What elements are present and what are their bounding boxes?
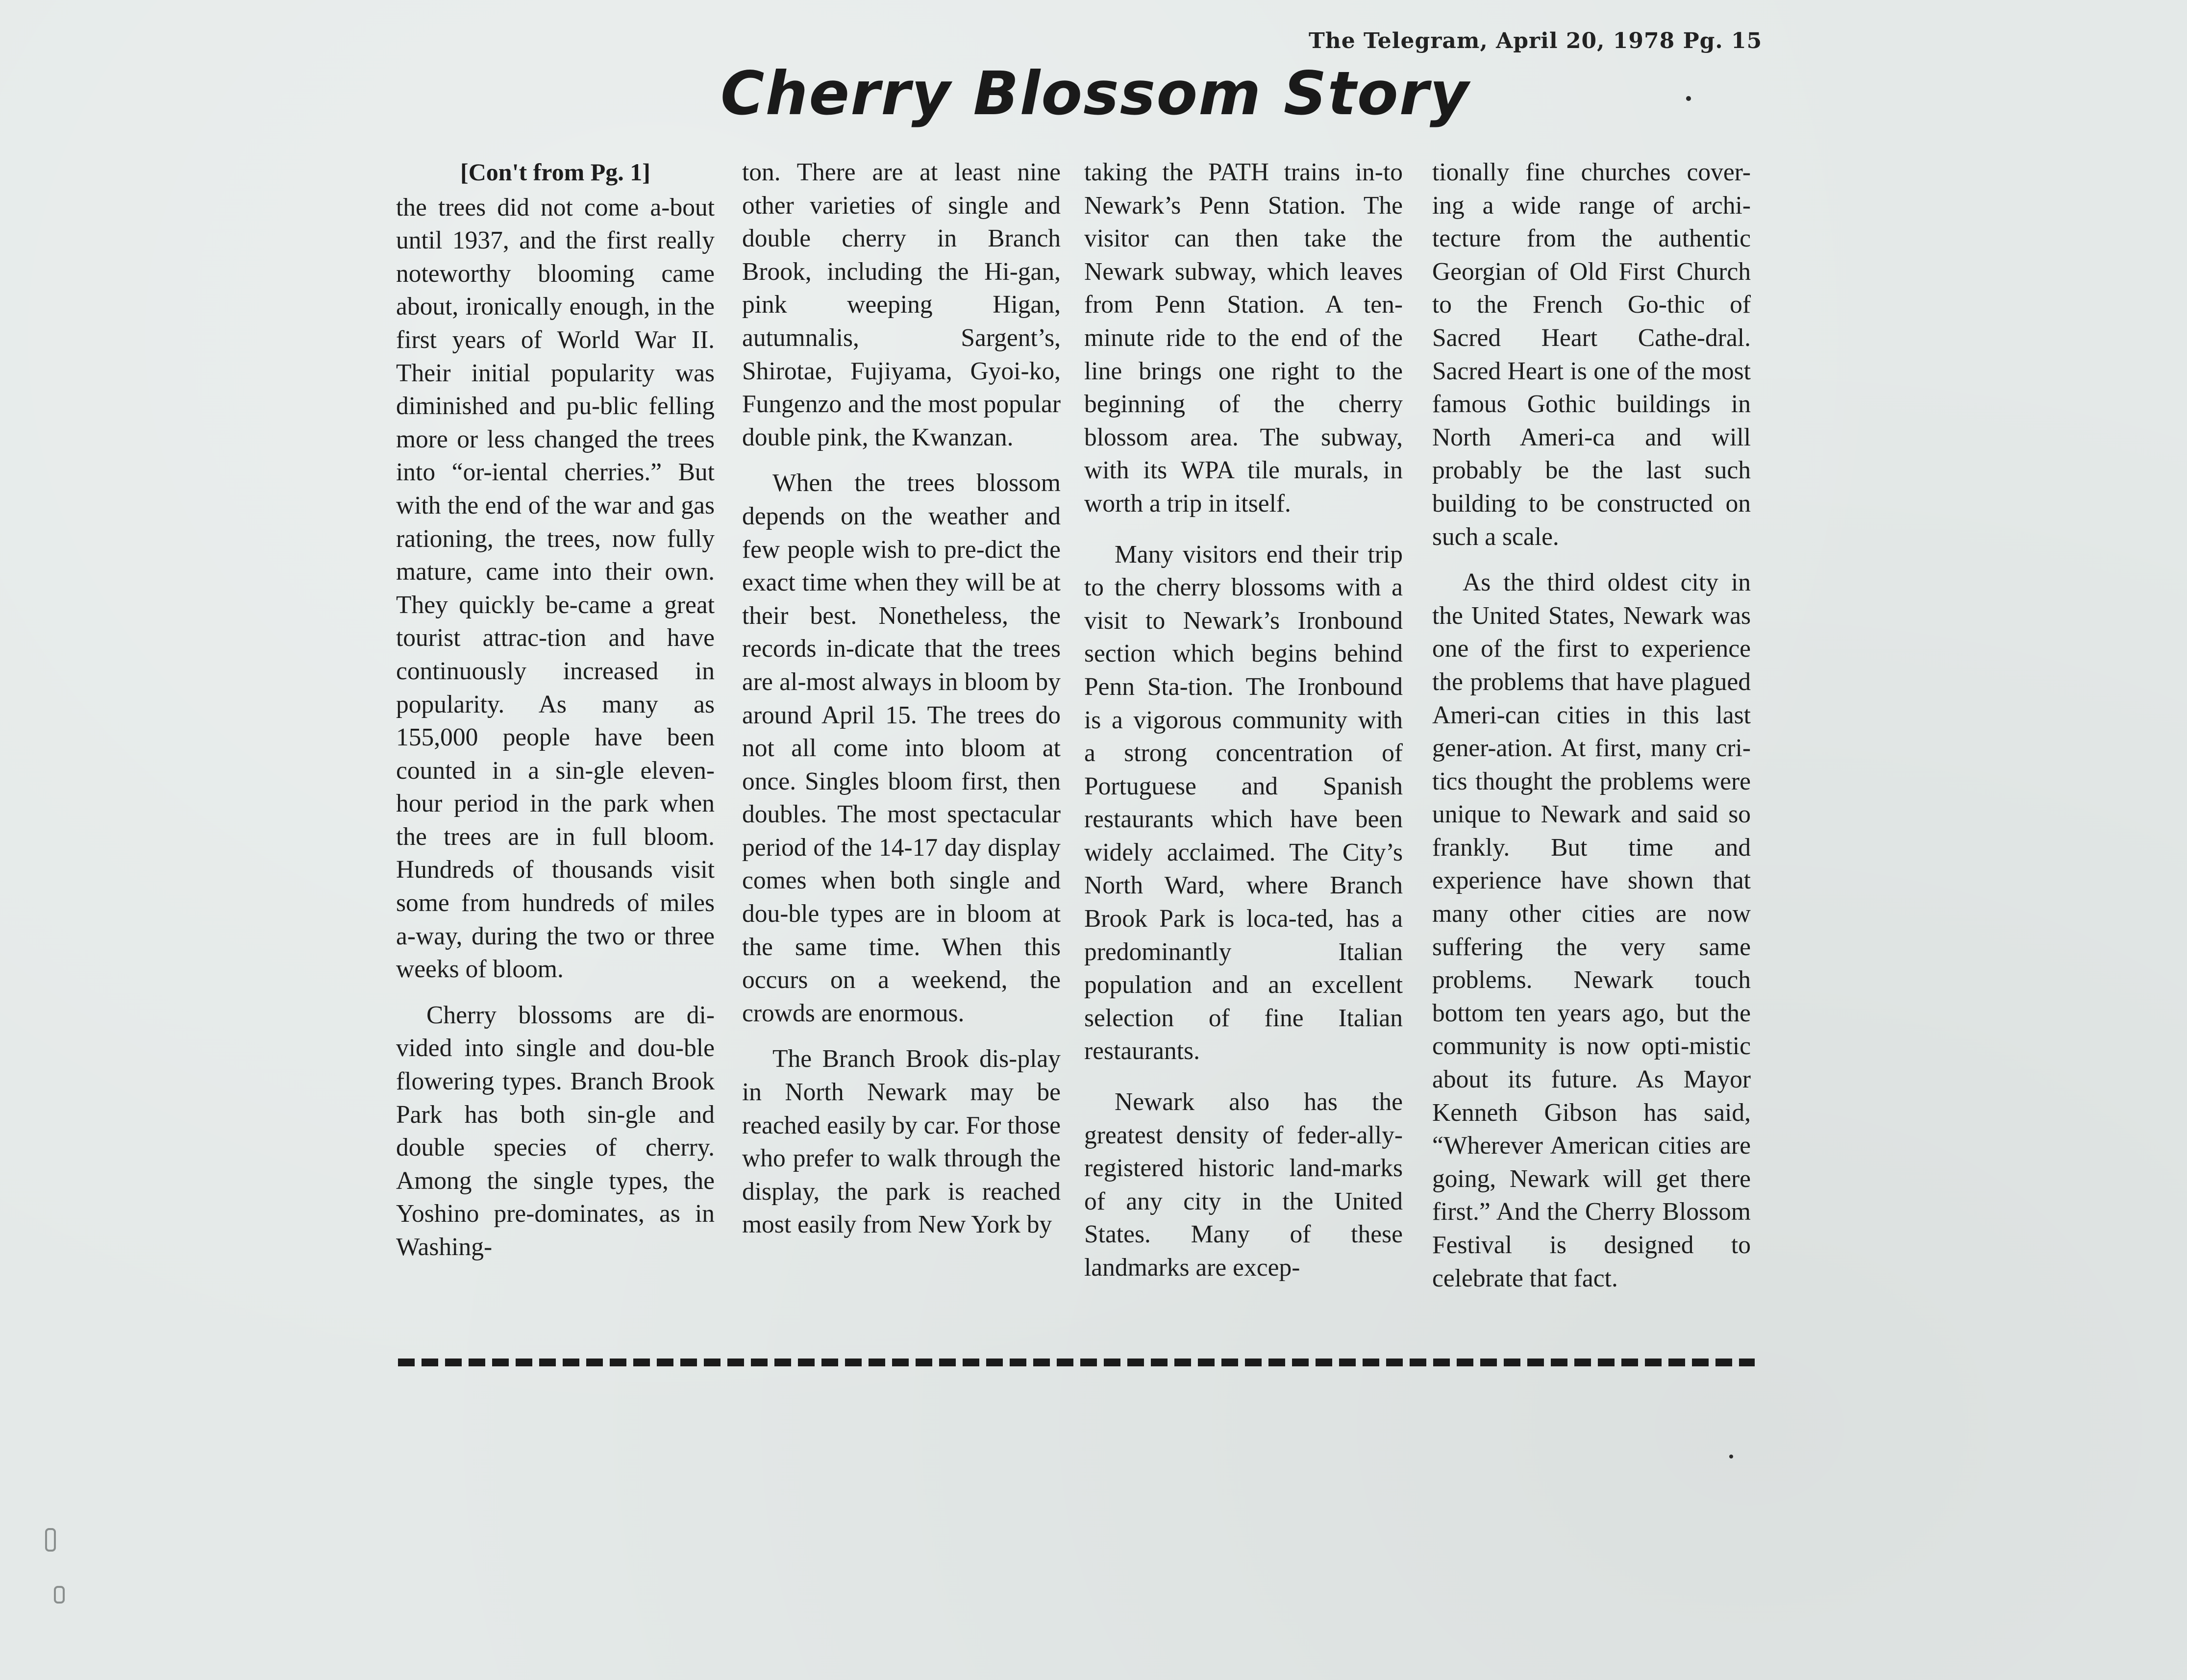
article-column-4	[1432, 156, 1751, 1342]
article-body	[396, 156, 1759, 1347]
article-column-2	[742, 156, 1061, 1342]
paragraph: the trees did not come a-bout until 1937, and the first really noteworthy blooming came about, ironically enough, in the first years of World War II. Their initial popularity was diminished and pu-blic felling more or less changed the trees into “or-iental cherries.” But with the end of the war and gas rationing, the trees, now fully mature, came into their own. They quickly be-came a great tourist attrac-tion and have continuously increased in popularity. As many as 155,000 people have been counted in a sin-gle eleven-hour period in the park when the trees are in full bloom. Hundreds of thousands visit some from hundreds of miles a-way, during the two or three weeks of bloom.	[396, 193, 715, 984]
article-headline: Cherry Blossom Story	[721, 59, 1470, 128]
article-column-3	[1084, 156, 1403, 1342]
paragraph: The Branch Brook dis-play in North Newark may be reached easily by car. For those who prefer to walk through the display, the park is reached most easily from New York by	[742, 1045, 1061, 1239]
publication-dateline: The Telegram, April 20, 1978 Pg. 15	[1309, 28, 1763, 53]
staple-mark	[54, 1586, 65, 1604]
paragraph: ton. There are at least nine other varieties of single and double cherry in Branch Brook, including the Hi-gan, pink weeping Higan, autumnalis, Sargent’s, Shirotae, Fujiyama, Gyoi-ko, Fungenzo and the most popular double pink, the Kwanzan.	[742, 158, 1061, 451]
paragraph: Newark also has the greatest density of feder-ally-registered historic land-marks of any city in the United States. Many of these landmarks are excep-	[1084, 1088, 1403, 1282]
ink-speck	[1729, 1455, 1733, 1458]
ink-speck	[1686, 96, 1691, 101]
article-column-1	[396, 156, 715, 1342]
continuation-note: [Con't from Pg. 1]	[460, 158, 650, 186]
paragraph: taking the PATH trains in-to Newark’s Penn Station. The visitor can then take the Newark subway, which leaves from Penn Station. A ten-minute ride to the end of the line brings one right to the beginning of the cherry blossom area. The subway, with its WPA tile murals, in worth a trip in itself.	[1084, 158, 1403, 518]
dashed-bottom-rule	[398, 1359, 1755, 1366]
paragraph: Many visitors end their trip to the cherry blossoms with a visit to Newark’s Ironbound section which begins behind Penn Sta-tion. The Ironbound is a vigorous community with a strong concentration of Portuguese and Spanish restaurants which have been widely acclaimed. The City’s North Ward, where Branch Brook Park is loca-ted, has a predominantly Italian population and an excellent selection of fine Italian restaurants.	[1084, 540, 1403, 1065]
paragraph: As the third oldest city in the United States, Newark was one of the first to experience the problems that have plagued Ameri-can cities in this last gener-ation. At first, many cri-tics thought the problems were unique to Newark and said so frankly. But time and experience have shown that many other cities are now suffering the very same problems. Newark touch bottom ten years ago, but the community is now opti-mistic about its future. As Mayor Kenneth Gibson has said, “Wherever American cities are going, Newark will get there first.” And the Cherry Blossom Festival is designed to celebrate that fact.	[1432, 568, 1751, 1292]
staple-mark	[45, 1528, 56, 1552]
paragraph: When the trees blossom depends on the weather and few people wish to pre-dict the exact time when they will be at their best. Nonetheless, the records in-dicate that the trees are al-most always in bloom by around April 15. The trees do not all come into bloom at once. Singles bloom first, then doubles. The most spectacular period of the 14-17 day display comes when both single and dou-ble types are in bloom at the same time. When this occurs on a weekend, the crowds are enormous.	[742, 469, 1061, 1027]
paragraph: tionally fine churches cover-ing a wide range of archi-tecture from the authentic Georgian of Old First Church to the French Go-thic of Sacred Heart Cathe-dral. Sacred Heart is one of the most famous Gothic buildings in North Ameri-ca and will probably be the last such building to be constructed on such a scale.	[1432, 158, 1751, 551]
paragraph: Cherry blossoms are di-vided into single and dou-ble flowering types. Branch Brook Park has both sin-gle and double species of cherry. Among the single types, the Yoshino pre-dominates, as in Washing-	[396, 1001, 715, 1261]
